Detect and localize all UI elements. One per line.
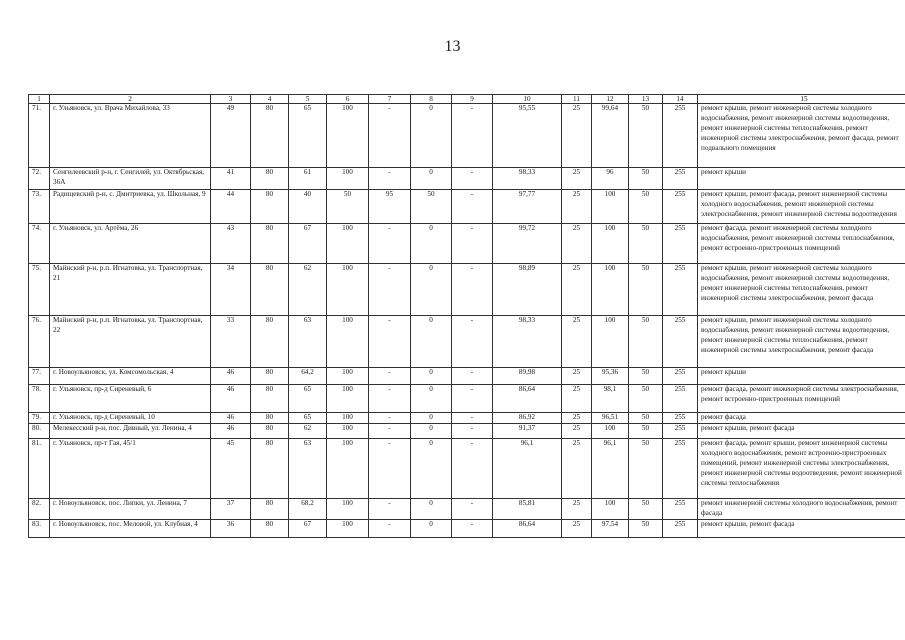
col10-value: 96,1 [493, 438, 562, 498]
col7-value: - [369, 413, 411, 424]
col12-value: 100 [592, 498, 629, 519]
col6-value: 100 [327, 519, 369, 537]
col13-value: 50 [629, 224, 663, 264]
col12-value: 98,1 [592, 385, 629, 413]
col10-value: 86,64 [493, 519, 562, 537]
col14-value: 255 [663, 438, 698, 498]
col4-value: 80 [251, 438, 289, 498]
col6-value: 100 [327, 498, 369, 519]
col10-value: 95,55 [493, 104, 562, 168]
table-row [29, 385, 905, 413]
col7-value: - [369, 368, 411, 385]
col7-value: - [369, 104, 411, 168]
col3-value: 46 [211, 385, 251, 413]
row-number: 76. [29, 316, 50, 368]
col10-value: 97,77 [493, 190, 562, 224]
table-row [29, 423, 905, 438]
col12-value: 99,64 [592, 104, 629, 168]
col6-value: 100 [327, 224, 369, 264]
col7-value: - [369, 519, 411, 537]
page-number: 13 [444, 38, 461, 55]
col12-value: 100 [592, 423, 629, 438]
col12-value: 96,51 [592, 413, 629, 424]
column-header: 9 [452, 95, 493, 104]
col8-value: 0 [411, 264, 452, 316]
col8-value: 0 [411, 423, 452, 438]
table-row [29, 190, 905, 224]
col5-value: 63 [289, 438, 327, 498]
col14-value: 255 [663, 368, 698, 385]
col4-value: 80 [251, 519, 289, 537]
row-number: 80. [29, 423, 50, 438]
works-list: ремонт инженерной системы холодного водоснабжения, ремонт фасада [698, 498, 905, 519]
row-number: 77. [29, 368, 50, 385]
col7-value: - [369, 168, 411, 190]
col5-value: 62 [289, 264, 327, 316]
col14-value: 255 [663, 104, 698, 168]
col10-value: 86,92 [493, 413, 562, 424]
col11-value: 25 [562, 413, 592, 424]
col11-value: 25 [562, 190, 592, 224]
col14-value: 255 [663, 168, 698, 190]
col10-value: 98,33 [493, 316, 562, 368]
col14-value: 255 [663, 316, 698, 368]
col12-value: 100 [592, 224, 629, 264]
col13-value: 50 [629, 423, 663, 438]
col11-value: 25 [562, 316, 592, 368]
address: г. Ульяновск, пр-т Гая, 45/1 [50, 438, 211, 498]
col5-value: 68,2 [289, 498, 327, 519]
works-list: ремонт крыши, ремонт инженерной системы холодного водоснабжения, ремонт инженерной системы водоотведения, ремонт инженерной системы теплоснабжения, ремонт инженерной системы электроснабжения, ремонт фасада, ремонт подвального помещения [698, 104, 905, 168]
table-row [29, 316, 905, 368]
col14-value: 255 [663, 413, 698, 424]
column-header: 13 [629, 95, 663, 104]
works-list: ремонт фасада, ремонт инженерной системы электроснабжения, ремонт встроенно-пристроенных помещений [698, 385, 905, 413]
table-row [29, 519, 905, 537]
col11-value: 25 [562, 264, 592, 316]
works-list: ремонт крыши, ремонт инженерной системы холодного водоснабжения, ремонт инженерной системы водоотведения, ремонт инженерной системы теплоснабжения, ремонт инженерной системы электроснабжения, ремонт фасада [698, 264, 905, 316]
col14-value: 255 [663, 385, 698, 413]
col8-value: 0 [411, 224, 452, 264]
table-row [29, 104, 905, 168]
col13-value: 50 [629, 190, 663, 224]
col14-value: 255 [663, 190, 698, 224]
col9-value: - [452, 316, 493, 368]
col6-value: 100 [327, 168, 369, 190]
col4-value: 80 [251, 264, 289, 316]
works-list: ремонт крыши [698, 368, 905, 385]
col7-value: - [369, 423, 411, 438]
col4-value: 80 [251, 368, 289, 385]
col13-value: 50 [629, 385, 663, 413]
row-number: 74. [29, 224, 50, 264]
col4-value: 80 [251, 316, 289, 368]
col11-value: 25 [562, 385, 592, 413]
col3-value: 46 [211, 368, 251, 385]
column-number-row [29, 95, 905, 104]
col11-value: 25 [562, 224, 592, 264]
col3-value: 41 [211, 168, 251, 190]
column-header: 14 [663, 95, 698, 104]
col8-value: 0 [411, 519, 452, 537]
col8-value: 0 [411, 168, 452, 190]
col7-value: - [369, 316, 411, 368]
table-row [29, 413, 905, 424]
col10-value: 98,89 [493, 264, 562, 316]
col13-value: 50 [629, 438, 663, 498]
table-row [29, 438, 905, 498]
row-number: 81. [29, 438, 50, 498]
col13-value: 50 [629, 316, 663, 368]
col11-value: 25 [562, 168, 592, 190]
col10-value: 91,37 [493, 423, 562, 438]
col6-value: 100 [327, 104, 369, 168]
table-body [29, 95, 905, 538]
col10-value: 86,64 [493, 385, 562, 413]
works-list: ремонт крыши, ремонт фасада [698, 519, 905, 537]
works-list: ремонт фасада, ремонт крыши, ремонт инженерной системы холодного водоснабжения, ремонт встроенно-пристроенных помещений, ремонт инженерной системы электроснабжения, ремонт инженерной системы водоотведения, ремонт инженерной системы теплоснабжения [698, 438, 905, 498]
col12-value: 100 [592, 190, 629, 224]
col7-value: - [369, 264, 411, 316]
row-number: 82. [29, 498, 50, 519]
row-number: 71. [29, 104, 50, 168]
col4-value: 80 [251, 104, 289, 168]
col4-value: 80 [251, 385, 289, 413]
col9-value: - [452, 168, 493, 190]
column-header: 12 [592, 95, 629, 104]
col6-value: 100 [327, 413, 369, 424]
column-header: 4 [251, 95, 289, 104]
col5-value: 63 [289, 316, 327, 368]
col5-value: 40 [289, 190, 327, 224]
col6-value: 100 [327, 438, 369, 498]
col11-value: 25 [562, 498, 592, 519]
address: Радищевский р-н, с. Дмитриевка, ул. Школьная, 9 [50, 190, 211, 224]
col9-value: - [452, 190, 493, 224]
address: г. Ульяновск, пр-д Сиреневый, 10 [50, 413, 211, 424]
col11-value: 25 [562, 368, 592, 385]
table-row [29, 498, 905, 519]
col3-value: 34 [211, 264, 251, 316]
col3-value: 33 [211, 316, 251, 368]
col10-value: 89,98 [493, 368, 562, 385]
works-list: ремонт крыши, ремонт инженерной системы холодного водоснабжения, ремонт инженерной системы водоотведения, ремонт инженерной системы теплоснабжения, ремонт инженерной системы электроснабжения, ремонт фасада [698, 316, 905, 368]
col4-value: 80 [251, 413, 289, 424]
col8-value: 0 [411, 438, 452, 498]
col7-value: - [369, 224, 411, 264]
col9-value: - [452, 224, 493, 264]
col13-value: 50 [629, 368, 663, 385]
col10-value: 98,33 [493, 168, 562, 190]
col9-value: - [452, 264, 493, 316]
table-row [29, 224, 905, 264]
col6-value: 100 [327, 385, 369, 413]
col13-value: 50 [629, 168, 663, 190]
col13-value: 50 [629, 498, 663, 519]
col13-value: 50 [629, 413, 663, 424]
address: Сенгилеевский р-н, г. Сенгилей, ул. Октябрьская, 36А [50, 168, 211, 190]
col9-value: - [452, 368, 493, 385]
column-header: 15 [698, 95, 905, 104]
col4-value: 80 [251, 168, 289, 190]
col11-value: 25 [562, 423, 592, 438]
col12-value: 100 [592, 316, 629, 368]
col7-value: 95 [369, 190, 411, 224]
col14-value: 255 [663, 423, 698, 438]
col3-value: 49 [211, 104, 251, 168]
address: г. Новоульяновск, пос. Меловой, ул. Клубная, 4 [50, 519, 211, 537]
col7-value: - [369, 498, 411, 519]
column-header: 10 [493, 95, 562, 104]
col12-value: 95,36 [592, 368, 629, 385]
col14-value: 255 [663, 264, 698, 316]
repair-registry-table [28, 94, 905, 538]
column-header: 1 [29, 95, 50, 104]
col5-value: 67 [289, 519, 327, 537]
col9-value: - [452, 438, 493, 498]
col4-value: 80 [251, 498, 289, 519]
col11-value: 25 [562, 438, 592, 498]
table-row [29, 168, 905, 190]
col9-value: - [452, 423, 493, 438]
col12-value: 96 [592, 168, 629, 190]
row-number: 72. [29, 168, 50, 190]
col13-value: 50 [629, 519, 663, 537]
col5-value: 62 [289, 423, 327, 438]
col6-value: 50 [327, 190, 369, 224]
works-list: ремонт фасада, ремонт инженерной системы холодного водоснабжения, ремонт инженерной системы теплоснабжения, ремонт встроенно-пристроенных помещений [698, 224, 905, 264]
column-header: 5 [289, 95, 327, 104]
column-header: 8 [411, 95, 452, 104]
address: г. Ульяновск, ул. Артёма, 26 [50, 224, 211, 264]
col6-value: 100 [327, 316, 369, 368]
col12-value: 100 [592, 264, 629, 316]
address: г. Ульяновск, ул. Врача Михайлова, 33 [50, 104, 211, 168]
col8-value: 50 [411, 190, 452, 224]
col9-value: - [452, 519, 493, 537]
col5-value: 65 [289, 385, 327, 413]
column-header: 3 [211, 95, 251, 104]
address: г. Новоульяновск, ул. Комсомольская, 4 [50, 368, 211, 385]
table-row [29, 368, 905, 385]
works-list: ремонт фасада [698, 413, 905, 424]
row-number: 79. [29, 413, 50, 424]
col14-value: 255 [663, 498, 698, 519]
col3-value: 44 [211, 190, 251, 224]
address: г. Новоульяновск, пос. Липки, ул. Ленина, 7 [50, 498, 211, 519]
col14-value: 255 [663, 519, 698, 537]
col3-value: 45 [211, 438, 251, 498]
address: Майнский р-н, р.п. Игнатовка, ул. Транспортная, 21 [50, 264, 211, 316]
col12-value: 96,1 [592, 438, 629, 498]
col11-value: 25 [562, 519, 592, 537]
col10-value: 85,81 [493, 498, 562, 519]
column-header: 7 [369, 95, 411, 104]
col5-value: 61 [289, 168, 327, 190]
col7-value: - [369, 385, 411, 413]
col14-value: 255 [663, 224, 698, 264]
col13-value: 50 [629, 264, 663, 316]
col8-value: 0 [411, 413, 452, 424]
column-header: 11 [562, 95, 592, 104]
col5-value: 64,2 [289, 368, 327, 385]
col5-value: 67 [289, 224, 327, 264]
row-number: 83. [29, 519, 50, 537]
col3-value: 36 [211, 519, 251, 537]
address: Майнский р-н, р.п. Игнатовка, ул. Транспортная, 22 [50, 316, 211, 368]
col8-value: 0 [411, 498, 452, 519]
col10-value: 99,72 [493, 224, 562, 264]
col8-value: 0 [411, 385, 452, 413]
row-number: 75. [29, 264, 50, 316]
col6-value: 100 [327, 423, 369, 438]
column-header: 6 [327, 95, 369, 104]
address: г. Ульяновск, пр-д Сиреневый, 6 [50, 385, 211, 413]
col5-value: 65 [289, 104, 327, 168]
col5-value: 65 [289, 413, 327, 424]
col4-value: 80 [251, 423, 289, 438]
col9-value: - [452, 498, 493, 519]
col9-value: - [452, 104, 493, 168]
table-row [29, 264, 905, 316]
col9-value: - [452, 413, 493, 424]
works-list: ремонт крыши [698, 168, 905, 190]
col8-value: 0 [411, 368, 452, 385]
col13-value: 50 [629, 104, 663, 168]
col4-value: 80 [251, 190, 289, 224]
address: Мелекесский р-н, пос. Дивный, ул. Ленина, 4 [50, 423, 211, 438]
col8-value: 0 [411, 104, 452, 168]
col8-value: 0 [411, 316, 452, 368]
col7-value: - [369, 438, 411, 498]
col9-value: - [452, 385, 493, 413]
col3-value: 43 [211, 224, 251, 264]
col6-value: 100 [327, 368, 369, 385]
row-number: 73. [29, 190, 50, 224]
col4-value: 80 [251, 224, 289, 264]
column-header: 2 [50, 95, 211, 104]
row-number: 78. [29, 385, 50, 413]
works-list: ремонт крыши, ремонт фасада, ремонт инженерной системы холодного водоснабжения, ремонт инженерной системы электроснабжения, ремонт инженерной системы водоотведения [698, 190, 905, 224]
col3-value: 37 [211, 498, 251, 519]
col3-value: 46 [211, 413, 251, 424]
col3-value: 46 [211, 423, 251, 438]
works-list: ремонт крыши, ремонт фасада [698, 423, 905, 438]
col6-value: 100 [327, 264, 369, 316]
col11-value: 25 [562, 104, 592, 168]
col12-value: 97,54 [592, 519, 629, 537]
